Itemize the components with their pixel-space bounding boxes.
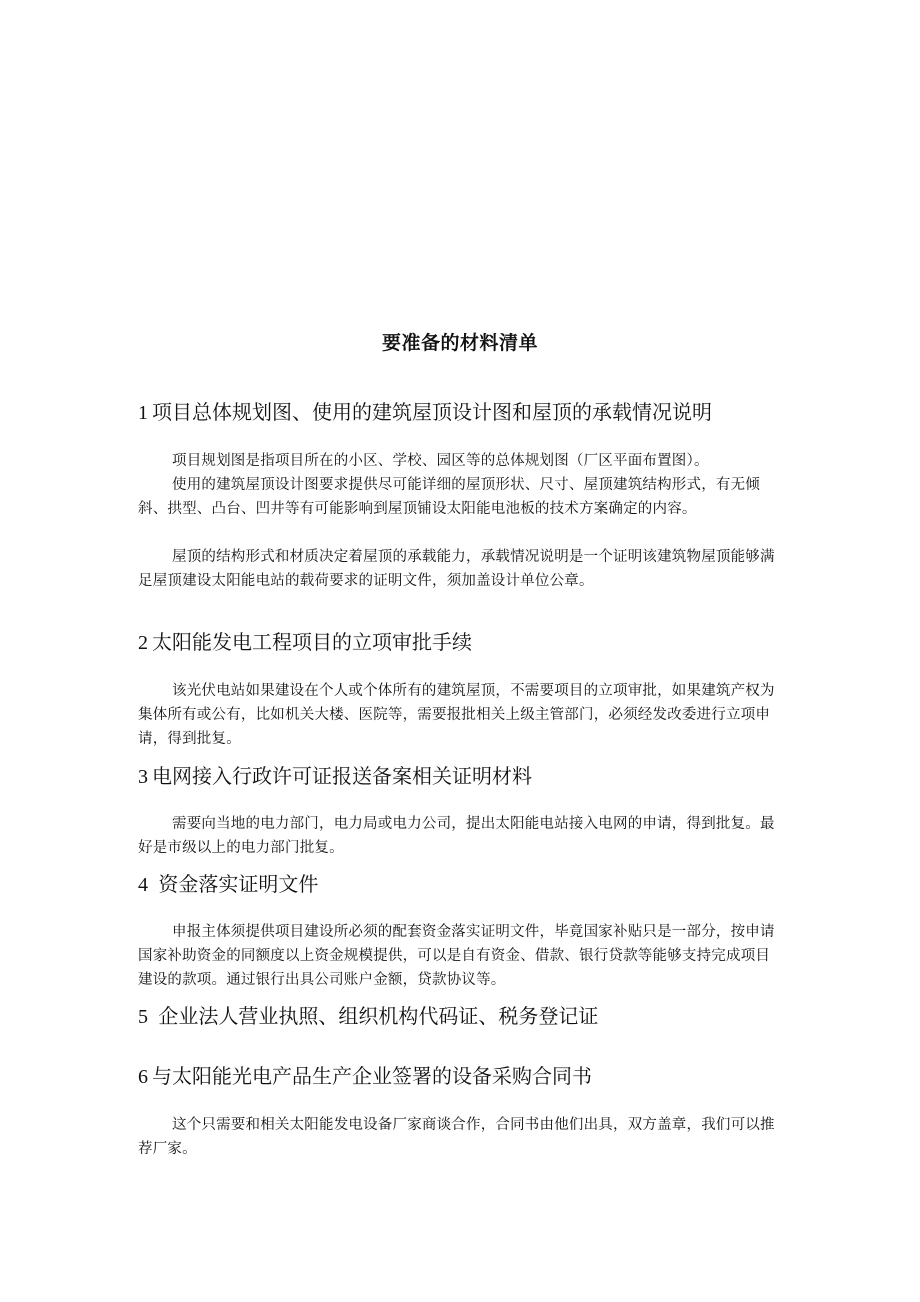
section-6-heading xyxy=(138,1062,798,1091)
section-title: 资金落实证明文件 xyxy=(152,872,319,896)
section-5-heading xyxy=(138,1002,798,1031)
section-title: 企业法人营业执照、组织机构代码证、税务登记证 xyxy=(152,1004,599,1028)
section-6-paragraph-1: 这个只需要和相关太阳能发电设备厂家商谈合作，合同书由他们出具，双方盖章，我们可以推荐厂家。 xyxy=(138,1117,775,1157)
section-title: 与太阳能光电产品生产企业签署的设备采购合同书 xyxy=(152,1064,592,1088)
document-title: 要准备的材料清单 xyxy=(381,332,538,354)
section-1-paragraph-1: 项目规划图是指项目所在的小区、学校、园区等的总体规划图（厂区平面布置图）。 xyxy=(172,453,709,469)
section-number: 4 xyxy=(138,874,148,896)
section-number: 5 xyxy=(138,1006,148,1028)
section-1-paragraph-2: 使用的建筑屋顶设计图要求提供尽可能详细的屋顶形状、尺寸、屋顶建筑结构形式，有无倾斜、拱型、凸台、凹井等有可能影响到屋顶铺设太阳能电池板的技术方案确定的内容。 xyxy=(138,477,760,517)
section-2-paragraph-1: 该光伏电站如果建设在个人或个体所有的建筑屋顶，不需要项目的立项审批，如果建筑产权为集体所有或公有，比如机关大楼、医院等，需要报批相关上级主管部门，必须经发改委进行立项申请，得到批复。 xyxy=(138,683,775,747)
section-4-paragraph-1: 申报主体须提供项目建设所必须的配套资金落实证明文件，毕竟国家补贴只是一部分，按申请国家补助资金的同额度以上资金规模提供，可以是自有资金、借款、银行贷款等能够支持完成项目建设的款项。通过银行出具公司账户金额，贷款协议等。 xyxy=(138,924,775,988)
section-number: 2 xyxy=(138,632,148,654)
section-number: 1 xyxy=(138,402,148,424)
section-1-paragraph-3: 屋顶的结构形式和材质决定着屋顶的承载能力，承载情况说明是一个证明该建筑物屋顶能够满足屋顶建设太阳能电站的载荷要求的证明文件，须加盖设计单位公章。 xyxy=(138,549,775,589)
section-title: 电网接入行政许可证报送备案相关证明材料 xyxy=(152,764,532,788)
section-1-heading xyxy=(138,398,798,427)
section-number: 6 xyxy=(138,1066,148,1088)
section-2-heading xyxy=(138,628,798,657)
section-4-heading xyxy=(138,870,798,899)
section-title: 太阳能发电工程项目的立项审批手续 xyxy=(152,630,472,654)
section-3-heading xyxy=(138,762,798,791)
section-title: 项目总体规划图、使用的建筑屋顶设计图和屋顶的承载情况说明 xyxy=(152,400,712,424)
section-number: 3 xyxy=(138,766,148,788)
section-3-paragraph-1: 需要向当地的电力部门，电力局或电力公司，提出太阳能电站接入电网的申请，得到批复。最好是市级以上的电力部门批复。 xyxy=(138,816,775,856)
